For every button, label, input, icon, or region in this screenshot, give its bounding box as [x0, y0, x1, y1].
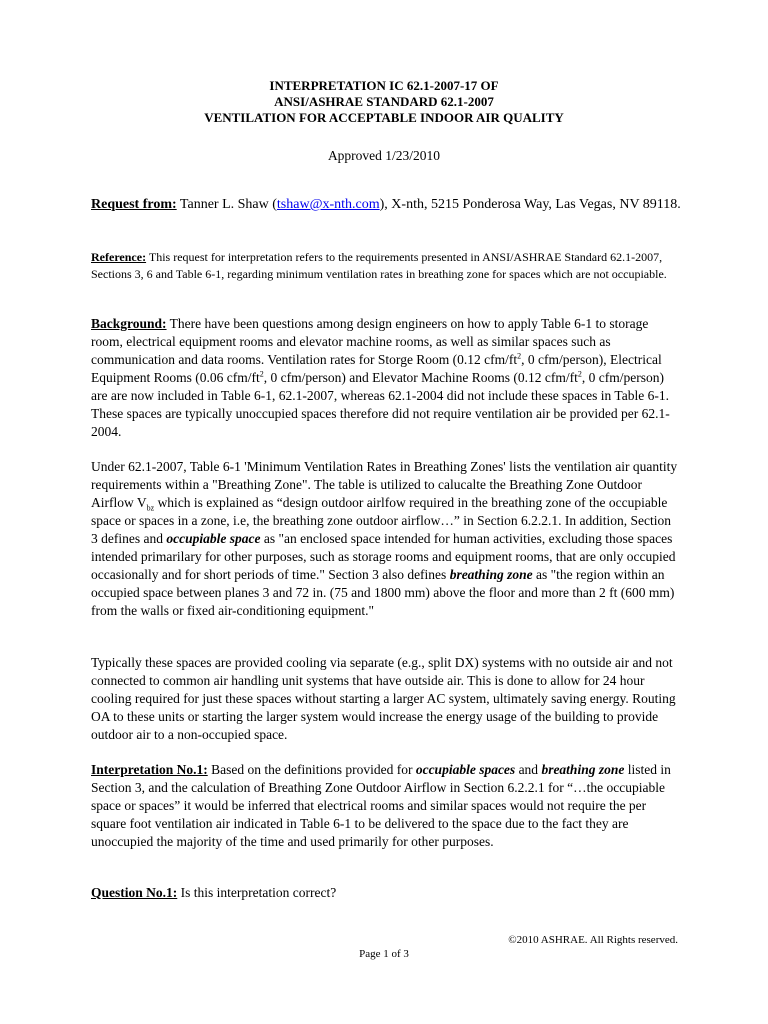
under-sub-1: bz [146, 503, 155, 513]
approval-date: Approved 1/23/2010 [327, 148, 441, 163]
interpretation-paragraph [91, 761, 681, 851]
background-text-2: , 0 cfm/person), Electrical Equipment Rooms (0.06 cfm/ft [91, 352, 662, 385]
interpretation-text-2: and [515, 762, 542, 777]
under-text-1: Under 62.1-2007, Table 6-1 'Minimum Ventilation Rates in Breathing Zones' lists the ventilation air quantity requirements within a "Breathing Zone". The table is utilized to calucalte the Breathing Zone Outdoor Airflow V [91, 459, 678, 510]
document-title [0, 78, 768, 126]
background-text-3: , 0 cfm/person) and Elevator Machine Rooms (0.12 cfm/ft [263, 370, 578, 385]
request-paragraph [91, 196, 681, 214]
term-breathing-zone-2: breathing zone [541, 762, 625, 777]
reference-text: This request for interpretation refers to the requirements presented in ANSI/ASHRAE Standard 62.1-2007, Sections 3, 6 and Table 6-1, regarding minimum ventilation rates in breathing zone for spaces which are not occupiable. [91, 250, 667, 281]
reference-paragraph [91, 249, 681, 282]
request-address: ), X-nth, 5215 Ponderosa Way, Las Vegas, NV 89118. [379, 197, 681, 212]
question-text: Is this interpretation correct? [177, 885, 337, 900]
question-paragraph [91, 884, 681, 902]
title-line-2: ANSI/ASHRAE STANDARD 62.1-2007 [274, 94, 494, 109]
page-number: Page 1 of 3 [359, 948, 409, 960]
background-sup-3: 2 [577, 369, 582, 379]
background-text-1: There have been questions among design engineers on how to apply Table 6-1 to storage room, electrical equipment rooms and elevator machine rooms, as well as similar spaces such as communication and data rooms. Ventilation rates for Storge Room (0.12 cfm/ft [91, 316, 649, 367]
background-sup-2: 2 [259, 369, 264, 379]
background-paragraph [91, 315, 681, 441]
term-occupiable-spaces: occupiable spaces [415, 762, 516, 777]
under-paragraph [91, 458, 681, 620]
reference-label: Reference: [91, 250, 147, 264]
term-occupiable-space: occupiable space [166, 531, 261, 546]
typically-paragraph: Typically these spaces are provided cooling via separate (e.g., split DX) systems with no outside air and not connected to common air handling unit systems that have outside air. This is done to allow for 24 hour cooling required for just these spaces without starting a larger AC system, ultimately saving energy. Routing OA to these units or starting the larger system would increase the energy usage of the building to provide outdoor air to a non-occupied space. [91, 655, 676, 742]
background-sup-1: 2 [517, 351, 522, 361]
under-text-4: as "the region within an occupied space between planes 3 and 72 in. (75 and 1800 mm) above the floor and more than 2 ft (600 mm) from the walls or fixed air-conditioning equipment." [91, 567, 675, 618]
term-breathing-zone: breathing zone [449, 567, 533, 582]
copyright-text: 2010 ASHRAE. All Rights reserved. [516, 934, 678, 946]
email-link[interactable]: tshaw@x-nth.com [276, 197, 380, 212]
title-line-3: VENTILATION FOR ACCEPTABLE INDOOR AIR QUALITY [204, 110, 564, 125]
request-name: Tanner L. Shaw ( [176, 197, 277, 212]
copyright-notice [508, 934, 678, 946]
interpretation-text-3: listed in Section 3, and the calculation of Breathing Zone Outdoor Airflow in Section 6.2.2.1 for “…the occupiable space or spaces” it would be inferred that electrical rooms and similar spaces would not require the per square foot ventilation air indicated in Table 6-1 to be delivered to the space due to the fact they are unoccupied the majority of the time and used primarily for other purposes. [91, 762, 671, 849]
under-text-3: as "an enclosed space intended for human activities, excluding those spaces intended primarilary for other purposes, such as storage rooms and equipment rooms, that are only occupied occasionally and for short periods of time." Section 3 also defines [91, 531, 676, 582]
request-label: Request from: [91, 197, 177, 212]
under-text-2: which is explained as “design outdoor airlfow required in the breathing zone of the occupiable space or spaces in a zone, i.e, the breathing zone outdoor airflow…” in Section 6.2.2.1. In addition, Section 3 defines and [91, 495, 671, 546]
interpretation-text-1: Based on the definitions provided for [207, 762, 416, 777]
background-text-4: , 0 cfm/person) are are now included in Table 6-1, 62.1-2007, whereas 62.1-2004 did not include these spaces in Table 6-1. These spaces are typically unoccupied spaces therefore did not require ventilation air be provided per 62.1-2004. [91, 370, 670, 439]
question-label: Question No.1: [91, 885, 178, 900]
interpretation-label: Interpretation No.1: [91, 762, 208, 777]
copyright-icon: © [508, 934, 517, 946]
background-label: Background: [91, 316, 167, 331]
title-line-1: INTERPRETATION IC 62.1-2007-17 OF [269, 78, 499, 93]
